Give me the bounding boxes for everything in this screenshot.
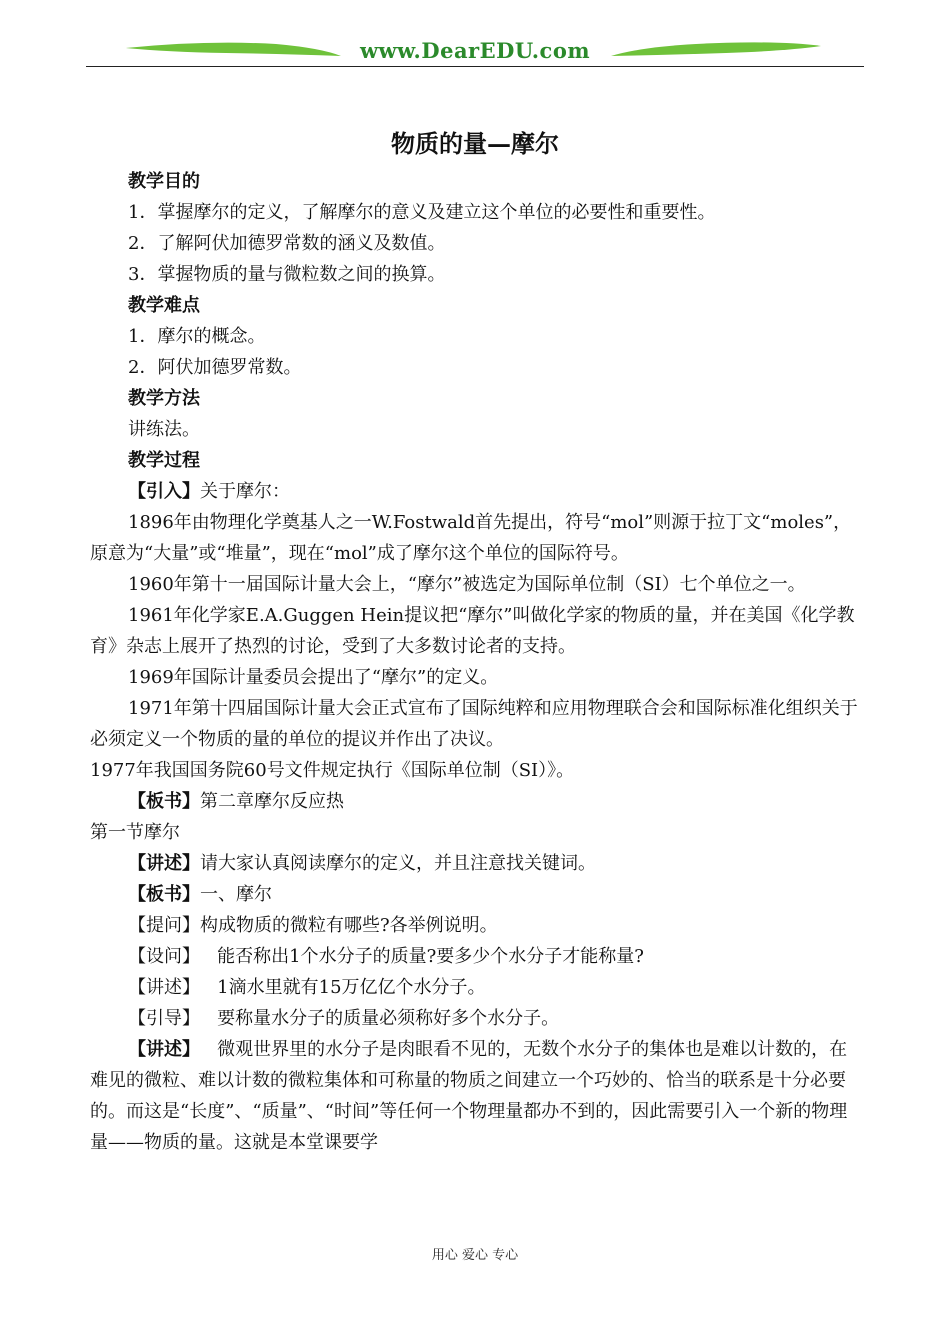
site-logo-text: www.DearEDU.com xyxy=(359,38,591,63)
objective-item: 1．掌握摩尔的定义，了解摩尔的意义及建立这个单位的必要性和重要性。 xyxy=(128,202,716,223)
board-text: 第二章摩尔反应热 xyxy=(200,791,344,812)
board-text: 一、摩尔 xyxy=(200,884,272,905)
header-divider xyxy=(86,66,864,67)
guidance-text: 要称量水分子的质量必须称好多个水分子。 xyxy=(217,1008,560,1029)
history-1896: 1896年由物理化学奠基人之一W.Fostwald首先提出，符号“mol”则源于拉丁文“moles”，原意为“大量”或“堆量”，现在“mol”成了摩尔这个单位的国际符号。 xyxy=(90,512,852,564)
narration-tag: 【讲述】 xyxy=(128,977,200,998)
objective-item: 2．了解阿伏加德罗常数的涵义及数值。 xyxy=(128,233,446,254)
question-text: 构成物质的微粒有哪些?各举例说明。 xyxy=(200,915,498,936)
methods-text: 讲练法。 xyxy=(128,419,200,440)
narration-tag: 【讲述】 xyxy=(128,1039,200,1060)
process-heading: 教学过程 xyxy=(128,450,200,471)
objective-item: 3．掌握物质的量与微粒数之间的换算。 xyxy=(128,264,446,285)
intro-text: 关于摩尔： xyxy=(200,481,290,502)
narration-3 xyxy=(90,1034,862,1158)
history-1971: 1971年第十四届国际计量大会正式宣布了国际纯粹和应用物理联合会和国际标准化组织关于必须定义一个物质的量的单位的提议并作出了决议。 xyxy=(90,698,858,750)
narration-tag: 【讲述】 xyxy=(128,853,200,874)
history-1960: 1960年第十一届国际计量大会上，“摩尔”被选定为国际单位制（SI）七个单位之一。 xyxy=(128,574,806,595)
question-2 xyxy=(90,941,862,972)
difficulty-item: 2．阿伏加德罗常数。 xyxy=(128,357,302,378)
question-text: 能否称出1个水分子的质量?要多少个水分子才能称量? xyxy=(217,946,644,967)
narration-text: 微观世界里的水分子是肉眼看不见的，无数个水分子的集体也是难以计数的，在难见的微粒、难以计数的微粒集体和可称量的物质之间建立一个巧妙的、恰当的联系是十分必要的。而这是“长度”、“质量”、“时间”等任何一个物理量都办不到的，因此需要引入一个新的物理量——物质的量。这就是本堂课要学 xyxy=(90,1039,848,1153)
narration-text: 请大家认真阅读摩尔的定义，并且注意找关键词。 xyxy=(200,853,596,874)
narration-1 xyxy=(90,848,862,879)
difficulty-item: 1．摩尔的概念。 xyxy=(128,326,266,347)
page-footer: 用心 爱心 专心 xyxy=(431,1248,519,1263)
history-1961: 1961年化学家E.A.Guggen Hein提议把“摩尔”叫做化学家的物质的量，并在美国《化学教育》杂志上展开了热烈的讨论，受到了大多数讨论者的支持。 xyxy=(90,605,855,657)
question-tag: 【提问】 xyxy=(128,915,200,936)
board-note-1 xyxy=(90,786,862,817)
narration-text: 1滴水里就有15万亿亿个水分子。 xyxy=(217,977,486,998)
board-note-2 xyxy=(90,879,862,910)
guidance-tag: 【引导】 xyxy=(128,1008,200,1029)
question-tag: 【设问】 xyxy=(128,946,200,967)
narration-2 xyxy=(90,972,862,1003)
guidance xyxy=(90,1003,862,1034)
document-title: 物质的量—摩尔 xyxy=(391,129,559,158)
history-1969: 1969年国际计量委员会提出了“摩尔”的定义。 xyxy=(128,667,499,688)
intro-paragraph xyxy=(90,476,862,507)
intro-tag: 【引入】 xyxy=(128,481,200,502)
board-tag: 【板书】 xyxy=(128,884,200,905)
question-1 xyxy=(90,910,862,941)
history-1977: 1977年我国国务院60号文件规定执行《国际单位制（SI）》。 xyxy=(90,760,575,781)
board-tag: 【板书】 xyxy=(128,791,200,812)
methods-heading: 教学方法 xyxy=(128,388,200,409)
objectives-heading: 教学目的 xyxy=(128,171,200,192)
difficulties-heading: 教学难点 xyxy=(128,295,200,316)
document-body xyxy=(90,166,862,1158)
section-title: 第一节摩尔 xyxy=(90,822,180,843)
